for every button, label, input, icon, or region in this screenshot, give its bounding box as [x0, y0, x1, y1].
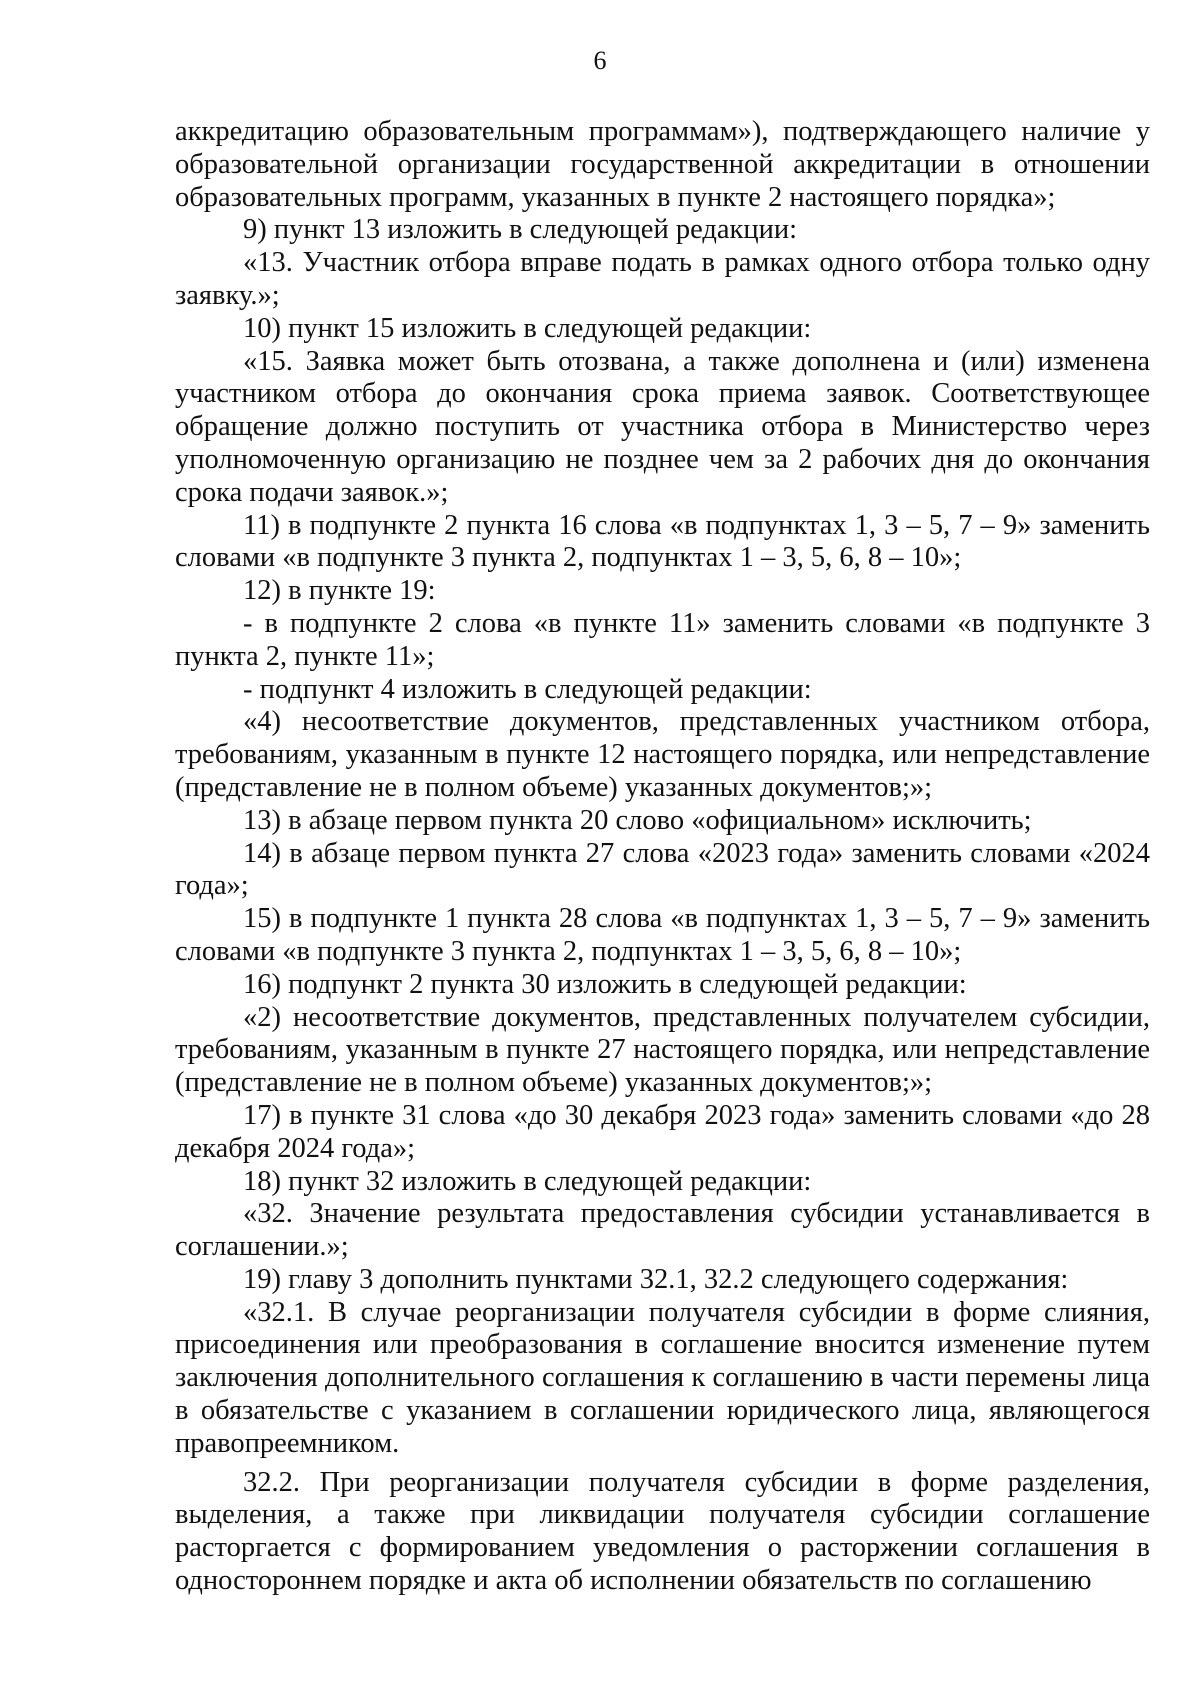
paragraph: «32.1. В случае реорганизации получателя субсидии в форме слияния, присоединения или преобразования в соглашение вносится изменение путем заключения дополнительного соглашения к соглашению в части перемены лица в обязательстве с указанием в соглашении юридического лица, являющегося правопреемником.	[175, 1296, 1150, 1459]
page-number: 6	[593, 46, 607, 75]
paragraph: 32.2. При реорганизации получателя субсидии в форме разделения, выделения, а также при ликвидации получателя субсидии соглашение расторгается с формированием уведомления о расторжении соглашения в одностороннем порядке и акта об исполнении обязательств по соглашению	[175, 1466, 1150, 1597]
paragraph: «4) несоответствие документов, представленных участником отбора, требованиям, указанным в пункте 12 настоящего порядка, или непредставление (представление не в полном объеме) указанных документов;»;	[175, 706, 1150, 803]
paragraph: 9) пункт 13 изложить в следующей редакции:	[243, 214, 798, 246]
paragraph: «15. Заявка может быть отозвана, а также дополнена и (или) изменена участником отбора до окончания срока приема заявок. Соответствующее обращение должно поступить от участника отбора в Министерство через уполномоченную организацию не позднее чем за 2 рабочих дня до окончания срока подачи заявок.»;	[175, 345, 1150, 508]
paragraph: 18) пункт 32 изложить в следующей редакции:	[243, 1165, 812, 1197]
paragraph: 12) в пункте 19:	[243, 575, 436, 607]
paragraph: «13. Участник отбора вправе подать в рамках одного отбора только одну заявку.»;	[175, 247, 1150, 311]
paragraph: «2) несоответствие документов, представленных получателем субсидии, требованиям, указанным в пункте 27 настоящего порядка, или непредставление (представление не в полном объеме) указанных документов;»;	[175, 1001, 1150, 1099]
paragraph: 11) в подпункте 2 пункта 16 слова «в подпунктах 1, 3 – 5, 7 – 9» заменить словами «в подпункте 3 пункта 2, подпунктах 1 – 3, 5, 6, 8 – 10»;	[175, 509, 1150, 574]
paragraph: 14) в абзаце первом пункта 27 слова «2023 года» заменить словами «2024 года»;	[175, 837, 1150, 902]
paragraph: 10) пункт 15 изложить в следующей редакции:	[243, 312, 812, 344]
paragraph: 15) в подпункте 1 пункта 28 слова «в подпунктах 1, 3 – 5, 7 – 9» заменить словами «в подпункте 3 пункта 2, подпунктах 1 – 3, 5, 6, 8 – 10»;	[175, 903, 1150, 967]
paragraph: аккредитацию образовательным программам»), подтверждающего наличие у образовательной организации государственной аккредитации в отношении образовательных программ, указанных в пункте 2 настоящего порядка»;	[175, 116, 1150, 213]
paragraph: - подпункт 4 изложить в следующей редакции:	[243, 673, 812, 705]
paragraph: 13) в абзаце первом пункта 20 слово «официальном» исключить;	[243, 804, 1032, 836]
paragraph: 16) подпункт 2 пункта 30 изложить в следующей редакции:	[243, 968, 967, 1000]
paragraph: 19) главу 3 дополнить пунктами 32.1, 32.2 следующего содержания:	[243, 1263, 1069, 1295]
paragraph: «32. Значение результата предоставления субсидии устанавливается в соглашении.»;	[175, 1198, 1150, 1263]
document-body	[175, 116, 1150, 1598]
paragraph: - в подпункте 2 слова «в пункте 11» заменить словами «в подпункте 3 пункта 2, пункте 11»;	[175, 607, 1150, 672]
paragraph: 17) в пункте 31 слова «до 30 декабря 2023 года» заменить словами «до 28 декабря 2024 года»;	[175, 1099, 1150, 1164]
